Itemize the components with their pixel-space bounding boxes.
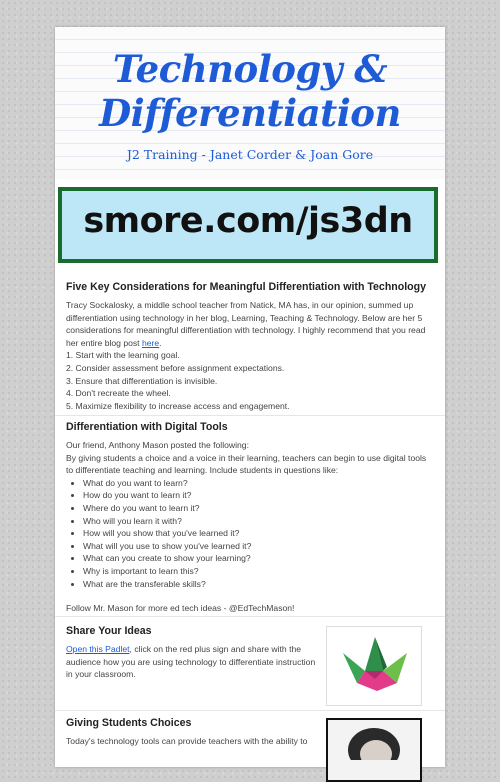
section-heading: Differentiation with Digital Tools bbox=[66, 421, 228, 433]
section-intro: Tracy Sockalosky, a middle school teacher from Natick, MA has, in our opinion, summed up differentiation using technology in her blog, Learning, Teaching & Technology. Below are her 5 considerations for meaningful differentiation with technology. I highly recommend that you read her entire blog post here. bbox=[66, 300, 426, 348]
smore-url-banner bbox=[58, 187, 438, 263]
person-photo-icon bbox=[328, 720, 420, 760]
list-item: • How do you want to learn it? bbox=[83, 489, 434, 502]
section-text: Today's technology tools can provide teachers with the ability to bbox=[66, 736, 308, 746]
list-item: 1. Start with the learning goal. bbox=[66, 350, 180, 361]
list-item: 3. Ensure that differentiation is invisible. bbox=[66, 375, 218, 386]
list-item: • What are the transferable skills? bbox=[83, 578, 434, 591]
person-photo bbox=[326, 718, 422, 782]
page-subtitle: J2 Training - Janet Corder & Joan Gore bbox=[126, 147, 374, 162]
divider bbox=[55, 710, 445, 711]
section-key-considerations bbox=[55, 275, 445, 412]
list-item: 2. Consider assessment before assignment expectations. bbox=[66, 362, 285, 373]
section-heading: Giving Students Choices bbox=[66, 717, 192, 729]
padlet-crane-icon bbox=[327, 627, 421, 705]
section-footer: Follow Mr. Mason for more ed tech ideas - @EdTechMason! bbox=[66, 603, 295, 614]
list-item: • How will you show that you've learned it? bbox=[83, 527, 434, 540]
divider bbox=[55, 616, 445, 617]
blog-post-link[interactable]: here bbox=[141, 337, 160, 348]
list-item: • What will you use to show you've learned it? bbox=[83, 540, 434, 553]
page-title-line2: Differentiation bbox=[99, 91, 401, 135]
banner-url-text: smore.com/js3dn bbox=[83, 201, 413, 241]
section-digital-tools bbox=[55, 417, 445, 615]
padlet-logo-image bbox=[326, 626, 422, 706]
list-item: • Who will you learn it with? bbox=[83, 515, 434, 528]
section-heading: Share Your Ideas bbox=[66, 625, 152, 637]
divider bbox=[55, 415, 445, 416]
section-text: By giving students a choice and a voice in their learning, teachers can begin to use digital tools to differentiate teaching and learning. Include students in questions like: bbox=[66, 452, 427, 476]
padlet-link[interactable]: Open this Padlet bbox=[66, 644, 130, 654]
list-item: • Why is important to learn this? bbox=[83, 565, 434, 578]
section-text: Our friend, Anthony Mason posted the following: bbox=[66, 440, 249, 450]
section-heading: Five Key Considerations for Meaningful Differentiation with Technology bbox=[66, 281, 427, 293]
list-item: • What can you create to show your learning? bbox=[83, 552, 434, 565]
list-item: 4. Don't recreate the wheel. bbox=[66, 388, 171, 399]
list-item: • Where do you want to learn it? bbox=[83, 502, 434, 515]
section-text: Open this Padlet, click on the red plus sign and share with the audience how you are using technology to differentiate instruction in your classroom. bbox=[66, 644, 316, 680]
list-item: • What do you want to learn? bbox=[83, 477, 434, 490]
question-list bbox=[66, 477, 434, 590]
list-item: 5. Maximize flexibility to increase access and engagement. bbox=[66, 400, 290, 411]
header bbox=[55, 27, 445, 179]
page-title-line1: Technology & bbox=[112, 47, 388, 91]
